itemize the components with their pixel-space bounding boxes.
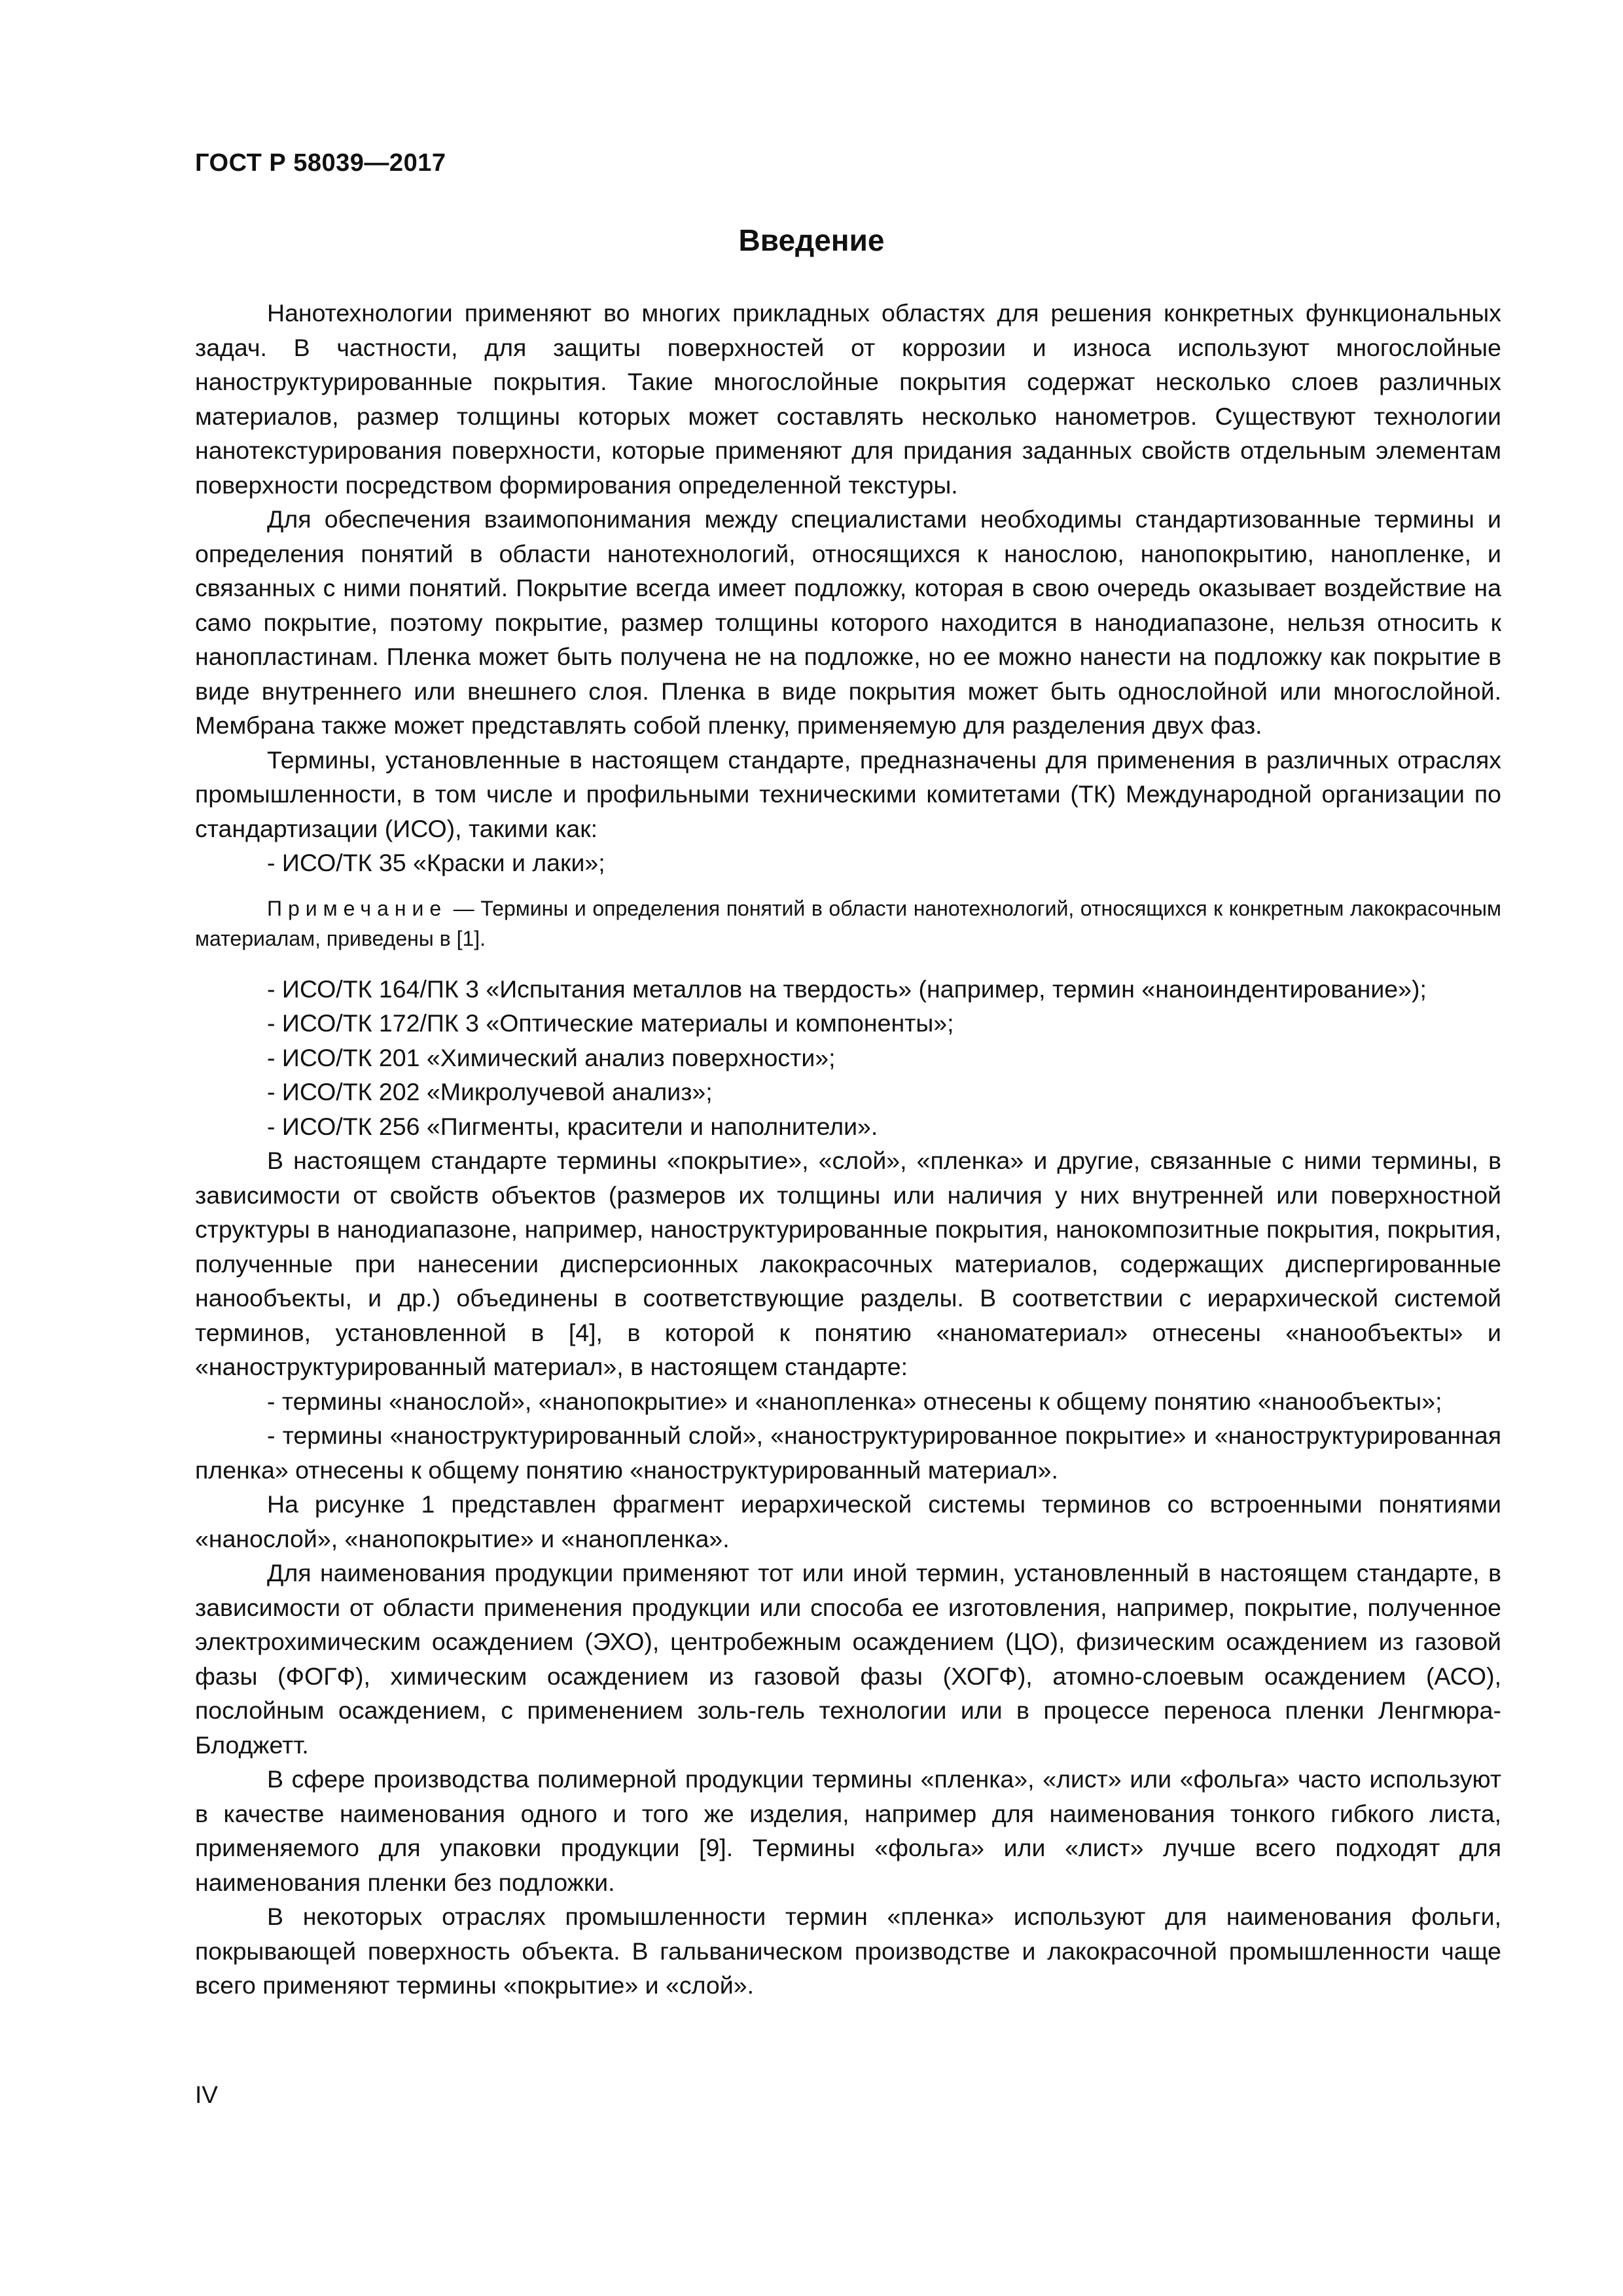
paragraph: В сфере производства полимерной продукции термины «пленка», «лист» или «фольга» часто используют в качестве наименования одного и того же изделия, например для наименования тонкого гибкого листа, применяемого для упаковки продукции [9]. Термины «фольга» или «лист» лучше всего подходят для наименования пленки без подложки. — [195, 1765, 1501, 1896]
document-header: ГОСТ Р 58039—2017 — [195, 149, 446, 177]
paragraph: В некоторых отраслях промышленности термин «пленка» используют для наименования фольги, покрывающей поверхность объекта. В гальваническом производстве и лакокрасочной промышленности чаще всего применяют термины «покрытие» и «слой». — [195, 1903, 1501, 1999]
paragraph: Для обеспечения взаимопонимания между специалистами необходимы стандартизованные термины и определения понятий в области нанотехнологий, относящихся к нанослою, нанопокрытию, нанопленке, и связанных с ними понятий. Покрытие всегда имеет подложку, которая в свою очередь оказывает воздействие на само покрытие, поэтому покрытие, размер толщины которого находится в нанодиапазоне, нельзя относить к нанопластинам. Пленка может быть получена не на подложке, но ее можно нанести на подложку как покрытие в виде внутреннего или внешнего слоя. Пленка в виде покрытия может быть однослойной или многослойной. Мембрана также может представлять собой пленку, применяемую для разделения двух фаз. — [195, 505, 1501, 739]
list-item: - ИСО/ТК 256 «Пигменты, красители и наполнители». — [267, 1112, 878, 1140]
dash-item: - термины «нанослой», «нанопокрытие» и «нанопленка» отнесены к общему понятию «нанообъекты»; — [267, 1387, 1442, 1415]
paragraph: Термины, установленные в настоящем стандарте, предназначены для применения в различных отраслях промышленности, в том числе и профильными техническими комитетами (ТК) Международной организации по стандартизации (ИСО), такими как: — [195, 745, 1501, 842]
list-item: - ИСО/ТК 35 «Краски и лаки»; — [267, 849, 605, 876]
note — [195, 893, 1501, 954]
dash-item: - термины «наноструктурированный слой», «наноструктурированное покрытие» и «наноструктурированная пленка» отнесены к общему понятию «наноструктурированный материал». — [195, 1422, 1501, 1484]
list-item: - ИСО/ТК 164/ПК 3 «Испытания металлов на твердость» (например, термин «наноиндентирование»); — [267, 975, 1427, 1003]
document-body — [195, 296, 1501, 2003]
section-title: Введение — [738, 223, 885, 257]
list-item: - ИСО/ТК 172/ПК 3 «Оптические материалы и компоненты»; — [267, 1009, 954, 1037]
paragraph: Для наименования продукции применяют тот или иной термин, установленный в настоящем стандарте, в зависимости от области применения продукции или способа ее изготовления, например, покрытие, полученное электрохимическим осаждением (ЭХО), центробежным осаждением (ЦО), физическим осаждением из газовой фазы (ФОГФ), химическим осаждением из газовой фазы (ХОГФ), атомно-слоевым осаждением (АСО), послойным осаждением, с применением золь-гель технологии или в процессе переноса пленки Ленгмюра-Блоджетт. — [195, 1559, 1501, 1759]
list-item: - ИСО/ТК 202 «Микролучевой анализ»; — [267, 1078, 713, 1105]
note-label: Примечание — [267, 896, 448, 920]
paragraph: Нанотехнологии применяют во многих прикладных областях для решения конкретных функциональных задач. В частности, для защиты поверхностей от коррозии и износа используют многослойные наноструктурированные покрытия. Такие многослойные покрытия содержат несколько слоев различных материалов, размер толщины которых может составлять несколько нанометров. Существуют технологии нанотекстурирования поверхности, которые применяют для придания заданных свойств отдельным элементам поверхности посредством формирования определенной текстуры. — [195, 299, 1501, 499]
note-text: — Термины и определения понятий в области нанотехнологий, относящихся к конкретным лакокрасочным материалам, приведены в [1]. — [195, 896, 1501, 950]
list-item: - ИСО/ТК 201 «Химический анализ поверхности»; — [267, 1043, 836, 1071]
paragraph: В настоящем стандарте термины «покрытие», «слой», «пленка» и другие, связанные с ними термины, в зависимости от свойств объектов (размеров их толщины или наличия у них внутренней или поверхностной структуры в нанодиапазоне, например, наноструктурированные покрытия, нанокомпозитные покрытия, покрытия, полученные при нанесении дисперсионных лакокрасочных материалов, содержащих диспергированные нанообъекты, и др.) объединены в соответствующие разделы. В соответствии с иерархической системой терминов, установленной в [4], в которой к понятию «наноматериал» отнесены «нанообъекты» и «наноструктурированный материал», в настоящем стандарте: — [195, 1147, 1501, 1380]
page-number: IV — [195, 2081, 218, 2108]
paragraph: На рисунке 1 представлен фрагмент иерархической системы терминов со встроенными понятиями «нанослой», «нанопокрытие» и «нанопленка». — [195, 1490, 1501, 1552]
